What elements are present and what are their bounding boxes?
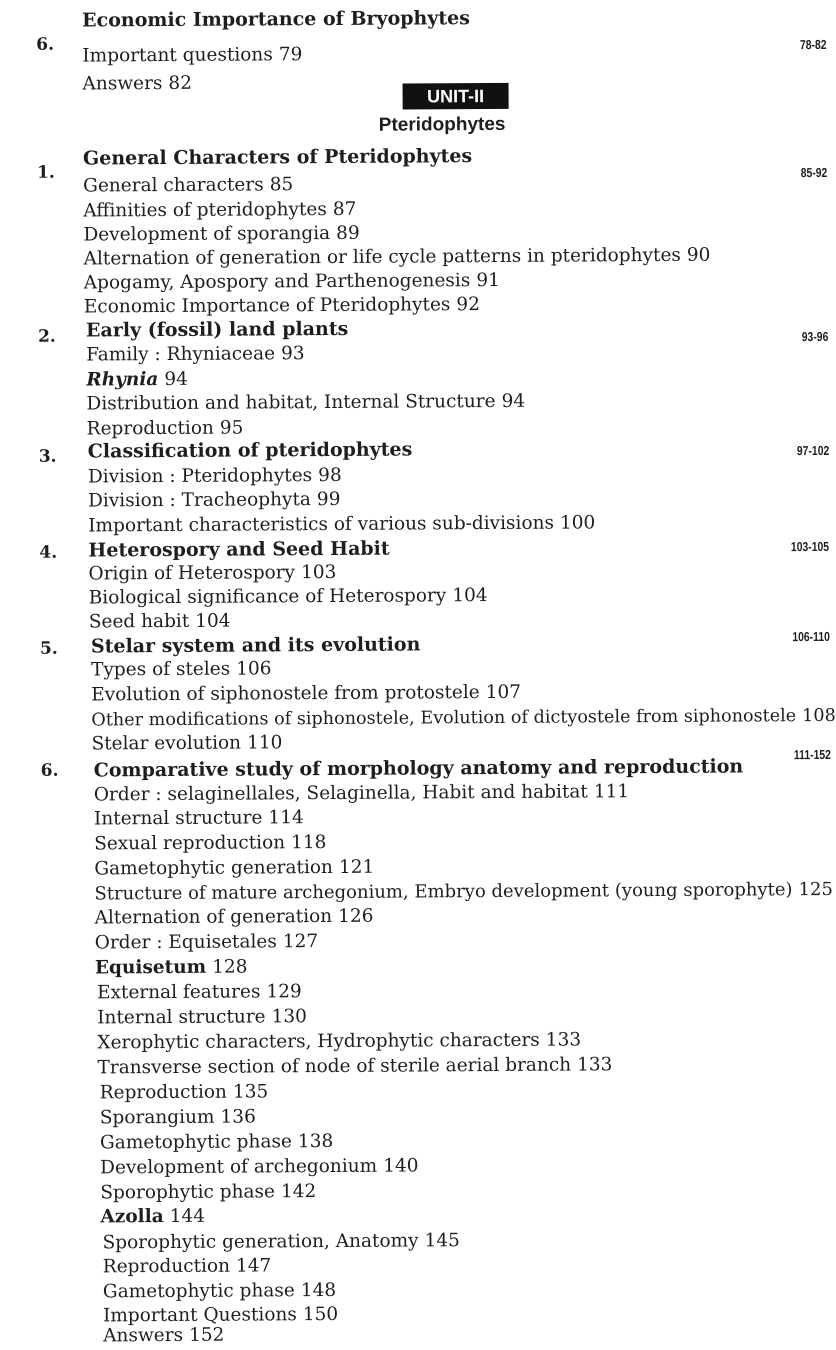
entry-page: 100 bbox=[559, 512, 596, 534]
page-range: 97-102 bbox=[796, 442, 829, 459]
chapter-number: 2. bbox=[37, 326, 56, 347]
entry-text: Order : Equisetales bbox=[94, 931, 277, 954]
page-range: 106-110 bbox=[792, 628, 830, 645]
entry-text: Equisetum bbox=[94, 956, 207, 979]
section-number: 6. bbox=[36, 34, 55, 55]
toc-entry bbox=[87, 418, 244, 441]
entry-text: Reproduction bbox=[86, 417, 214, 440]
entry-text: Apogamy, Apospory and Parthenogenesis bbox=[83, 270, 471, 294]
entry-page: 150 bbox=[302, 1303, 339, 1326]
entry-text: Rhynia bbox=[86, 369, 159, 391]
toc-entry bbox=[100, 1106, 256, 1129]
entry-text: Other modifications of siphonostele, Evolution of dictyostele from siphonostele bbox=[91, 706, 797, 731]
entry-text: Azolla bbox=[100, 1206, 164, 1228]
toc-entry bbox=[94, 781, 629, 806]
toc-entry bbox=[83, 223, 359, 247]
entry-text: Development of sporangia bbox=[83, 222, 331, 246]
toc-entry bbox=[100, 1081, 269, 1104]
entry-page: 128 bbox=[212, 956, 248, 978]
toc-entry bbox=[94, 857, 374, 881]
page-range: 93-96 bbox=[801, 328, 829, 345]
entry-text: Division : Tracheophyta bbox=[87, 489, 311, 512]
entry-text: Gametophytic phase bbox=[102, 1280, 295, 1303]
toc-entry bbox=[86, 343, 305, 366]
entry-text: Transverse section of node of sterile aerial branch bbox=[97, 1054, 572, 1079]
toc-entry bbox=[103, 1280, 336, 1303]
chapter-number: 5. bbox=[39, 638, 58, 659]
entry-page: 91 bbox=[476, 269, 500, 292]
toc-entry bbox=[89, 585, 488, 609]
entry-page: 90 bbox=[686, 244, 711, 266]
toc-entry bbox=[88, 489, 341, 513]
toc-entry bbox=[95, 931, 319, 954]
toc-entry bbox=[83, 174, 293, 197]
toc-entry bbox=[100, 1206, 205, 1229]
chapter-title: General Characters of Pteridophytes bbox=[82, 145, 473, 170]
entry-text: Xerophytic characters, Hydrophytic characters bbox=[97, 1029, 540, 1054]
toc-entry bbox=[94, 807, 304, 830]
entry-text: Important questions bbox=[82, 44, 273, 67]
page-range: 103-105 bbox=[791, 538, 830, 555]
entry-text: Evolution of siphonostele from protostele bbox=[91, 682, 480, 706]
toc-entry bbox=[84, 294, 480, 318]
entry-text: Gametophytic phase bbox=[99, 1131, 292, 1154]
entry-text: Economic Importance of Pteridophytes bbox=[83, 294, 451, 318]
entry-text: Stelar evolution bbox=[91, 732, 242, 755]
entry-page: 79 bbox=[278, 44, 303, 66]
toc-entry bbox=[86, 369, 188, 392]
entry-page: 148 bbox=[300, 1279, 337, 1302]
entry-page: 147 bbox=[235, 1255, 272, 1277]
toc-entry bbox=[82, 44, 302, 67]
entry-text: Seed habit bbox=[88, 610, 190, 633]
toc-entry bbox=[91, 705, 835, 732]
toc-entry bbox=[100, 1155, 418, 1179]
entry-text: Development of archegonium bbox=[100, 1155, 378, 1179]
toc-entry bbox=[100, 1181, 316, 1204]
chapter-title: Classification of pteridophytes bbox=[87, 438, 413, 463]
chapter-number: 1. bbox=[36, 162, 55, 183]
page-range: 111-152 bbox=[793, 746, 831, 763]
entry-text: Internal structure bbox=[93, 807, 263, 830]
entry-page: 82 bbox=[168, 72, 193, 94]
entry-page: 93 bbox=[280, 343, 305, 365]
toc-entry bbox=[100, 1131, 333, 1154]
entry-text: Answers bbox=[82, 73, 163, 95]
entry-text: Sporophytic phase bbox=[100, 1181, 276, 1204]
toc-entry bbox=[82, 73, 192, 96]
toc-entry bbox=[95, 957, 248, 980]
toc-entry bbox=[95, 906, 374, 930]
entry-page: 142 bbox=[280, 1181, 317, 1203]
entry-page: 92 bbox=[456, 294, 481, 316]
page-range: 85-92 bbox=[800, 164, 828, 181]
entry-page: 89 bbox=[336, 222, 360, 244]
toc-entry bbox=[97, 1054, 612, 1079]
entry-page: 130 bbox=[271, 1006, 307, 1028]
toc-entry bbox=[97, 1029, 581, 1054]
toc-entry bbox=[97, 1006, 307, 1029]
entry-page: 95 bbox=[219, 417, 244, 439]
toc-entry bbox=[103, 1255, 272, 1278]
toc-entry bbox=[91, 682, 521, 707]
section-title: Economic Importance of Bryophytes bbox=[82, 7, 470, 32]
entry-page: 114 bbox=[268, 807, 304, 829]
entry-page: 140 bbox=[383, 1155, 419, 1177]
entry-page: 125 bbox=[798, 878, 833, 901]
entry-text: Family : Rhyniaceae bbox=[86, 343, 276, 366]
entry-text: Affinities of pteridophytes bbox=[83, 199, 327, 222]
toc-entry bbox=[84, 245, 711, 271]
entry-text: Sporophytic generation, Anatomy bbox=[102, 1230, 419, 1254]
entry-text: Distribution and habitat, Internal Structure bbox=[86, 390, 496, 415]
toc-entry bbox=[94, 832, 326, 855]
entry-text: Important characteristics of various sub-divisions bbox=[88, 512, 555, 537]
entry-page: 98 bbox=[318, 464, 342, 487]
entry-page: 108 bbox=[802, 705, 836, 727]
entry-page: 133 bbox=[577, 1054, 613, 1076]
entry-text: Alternation of generation or life cycle patterns in pteridophytes bbox=[83, 244, 681, 270]
entry-page: 121 bbox=[338, 856, 375, 878]
entry-text: Internal structure bbox=[97, 1006, 266, 1029]
entry-text: Origin of Heterospory bbox=[88, 562, 296, 585]
entry-text: Order : selaginellales, Selaginella, Habit and habitat bbox=[93, 781, 588, 806]
entry-page: 145 bbox=[424, 1230, 460, 1252]
toc-entry bbox=[88, 512, 595, 537]
entry-page: 118 bbox=[291, 832, 327, 854]
entry-page: 103 bbox=[301, 561, 337, 584]
entry-text: General characters bbox=[83, 174, 264, 197]
entry-text: Biological significance of Heterospory bbox=[88, 585, 447, 609]
entry-page: 104 bbox=[195, 610, 231, 632]
toc-entry bbox=[103, 1325, 224, 1348]
entry-text: Structure of mature archegonium, Embryo development (young sporophyte) bbox=[94, 879, 793, 905]
entry-page: 106 bbox=[236, 658, 272, 680]
entry-page: 85 bbox=[269, 174, 294, 196]
toc-entry bbox=[88, 562, 336, 586]
toc-entry bbox=[83, 199, 356, 223]
entry-text: Types of steles bbox=[91, 658, 231, 681]
unit-badge: UNIT-II bbox=[403, 83, 509, 110]
entry-text: Alternation of generation bbox=[94, 905, 333, 929]
entry-text: Division : Pteridophytes bbox=[87, 465, 313, 488]
entry-page: 104 bbox=[452, 585, 488, 607]
entry-page: 107 bbox=[485, 681, 522, 704]
entry-text: Sporangium bbox=[99, 1106, 215, 1129]
entry-text: Important Questions bbox=[102, 1304, 297, 1327]
chapter-number: 3. bbox=[38, 446, 57, 467]
entry-page: 110 bbox=[246, 732, 283, 754]
chapter-title: Heterospory and Seed Habit bbox=[88, 537, 390, 562]
chapter-title: Early (fossil) land plants bbox=[85, 317, 349, 342]
unit-title: Pteridophytes bbox=[378, 113, 506, 136]
entry-text: Reproduction bbox=[102, 1255, 231, 1278]
entry-text: Reproduction bbox=[99, 1081, 227, 1104]
toc-entry bbox=[88, 465, 342, 489]
entry-text: Answers bbox=[103, 1324, 184, 1347]
entry-page: 152 bbox=[188, 1324, 225, 1346]
toc-entry bbox=[89, 611, 231, 634]
entry-page: 138 bbox=[297, 1130, 334, 1153]
toc-entry bbox=[86, 391, 525, 416]
chapter-number: 4. bbox=[39, 542, 58, 563]
entry-page: 111 bbox=[593, 781, 630, 803]
entry-page: 129 bbox=[266, 981, 302, 1003]
entry-page: 87 bbox=[332, 198, 357, 220]
entry-text: Sexual reproduction bbox=[94, 832, 286, 855]
page-range: 78-82 bbox=[799, 36, 827, 53]
entry-page: 94 bbox=[501, 390, 526, 412]
toc-entry bbox=[97, 981, 302, 1004]
entry-page: 126 bbox=[338, 905, 374, 927]
entry-page: 133 bbox=[545, 1029, 582, 1051]
toc-entry bbox=[91, 658, 272, 681]
entry-page: 99 bbox=[316, 488, 341, 511]
chapter-title: Stelar system and its evolution bbox=[90, 633, 421, 658]
entry-text: External features bbox=[97, 981, 261, 1004]
toc-entry bbox=[103, 1230, 460, 1254]
entry-text: Gametophytic generation bbox=[94, 856, 333, 880]
toc-entry bbox=[84, 270, 500, 295]
entry-page: 135 bbox=[232, 1081, 269, 1103]
chapter-number: 6. bbox=[40, 760, 59, 781]
entry-page: 127 bbox=[282, 931, 319, 953]
chapter-title: Comparative study of morphology anatomy and reproduction bbox=[93, 755, 744, 782]
toc-entry bbox=[94, 879, 833, 906]
toc-entry bbox=[91, 732, 282, 755]
entry-page: 136 bbox=[220, 1106, 256, 1128]
entry-page: 94 bbox=[164, 368, 188, 391]
entry-page: 144 bbox=[169, 1205, 206, 1227]
